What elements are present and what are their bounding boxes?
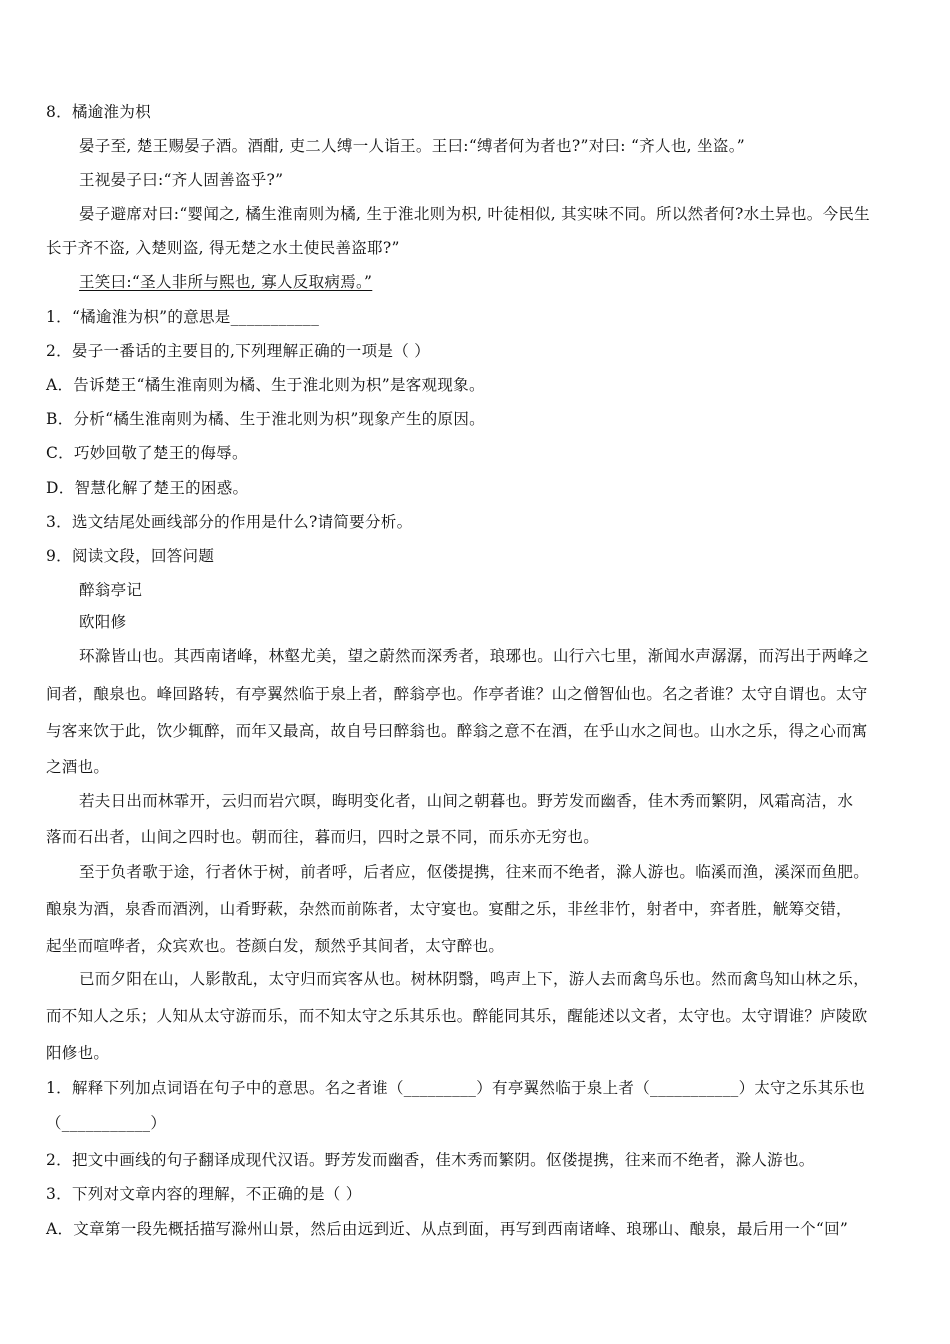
sub-question-3: 3．下列对文章内容的理解，不正确的是（ ） [46,1185,362,1203]
option-c: C．巧妙回敬了楚王的侮辱。 [46,444,248,462]
article-line: 起坐而喧哗者，众宾欢也。苍颜白发，颓然乎其间者，太守醉也。 [46,937,505,955]
article-line: 至于负者歌于途，行者休于树，前者呼，后者应，伛偻提携，往来而不绝者，滁人游也。临溪而渔，溪深而鱼肥。 [79,863,870,881]
option-a: A．告诉楚王“橘生淮南则为橘、生于淮北则为枳”是客观现象。 [46,376,485,394]
article-line: 环滁皆山也。其西南诸峰，林壑尤美，望之蔚然而深秀者，琅琊也。山行六七里，渐闻水声潺潺，而泻出于两峰之 [79,647,870,665]
article-line: 与客来饮于此，饮少辄醉，而年又最高，故自号曰醉翁也。醉翁之意不在酒，在乎山水之间也。山水之乐，得之心而寓 [46,722,868,740]
passage-paragraph: 晏子避席对曰:“婴闻之, 橘生淮南则为橘, 生于淮北则为枳, 叶徒相似, 其实味不同。所以然者何?水土异也。今民生 [79,205,870,223]
article-line: 而不知人之乐；人知从太守游而乐，而不知太守之乐其乐也。醉能同其乐，醒能述以文者，太守也。太守谓谁？庐陵欧 [46,1007,868,1025]
article-title: 醉翁亭记 [79,581,143,599]
article-line: 若夫日出而林霏开，云归而岩穴暝，晦明变化者，山间之朝暮也。野芳发而幽香，佳木秀而繁阴，风霜高洁，水 [79,792,854,810]
article-line: 间者，酿泉也。峰回路转，有亭翼然临于泉上者，醉翁亭也。作亭者谁？山之僧智仙也。名之者谁？太守自谓也。太守 [46,685,868,703]
question-8-heading: 8．橘逾淮为枳 [46,103,151,121]
passage-paragraph: 晏子至, 楚王赐晏子酒。酒酣, 吏二人缚一人诣王。王曰:“缚者何为者也?”对曰: “齐人也, 坐盗。” [79,137,745,155]
underlined-sentence: 王笑曰:“圣人非所与熙也, 寡人反取病焉。” [79,273,373,291]
article-line: 落而石出者，山间之四时也。朝而往，暮而归，四时之景不同，而乐亦无穷也。 [46,828,600,846]
sub-question-3: 3．选文结尾处画线部分的作用是什么?请简要分析。 [46,513,413,531]
passage-paragraph: 王视晏子曰:“齐人固善盗乎?” [79,171,284,189]
sub-question-1-blank: （___________） [46,1114,167,1132]
sub-question-2: 2．把文中画线的句子翻译成现代汉语。野芳发而幽香，佳木秀而繁阴。伛偻提携，往来而不绝者，滁人游也。 [46,1151,815,1169]
article-line: 之酒也。 [46,758,110,776]
article-line: 阳修也。 [46,1044,110,1062]
article-line: 已而夕阳在山，人影散乱，太守归而宾客从也。树林阴翳，鸣声上下，游人去而禽鸟乐也。然而禽鸟知山林之乐， [79,970,870,988]
article-line: 酿泉为酒，泉香而酒洌，山肴野蔌，杂然而前陈者，太守宴也。宴酣之乐，非丝非竹，射者中，弈者胜，觥筹交错， [46,900,852,918]
option-b: B．分析“橘生淮南则为橘、生于淮北则为枳”现象产生的原因。 [46,410,485,428]
article-author: 欧阳修 [79,613,127,631]
option-a: A．文章第一段先概括描写滁州山景，然后由远到近、从点到面，再写到西南诸峰、琅琊山、酿泉，最后用一个“回” [46,1220,849,1238]
sub-question-1: 1．解释下列加点词语在句子中的意思。名之者谁（_________）有亭翼然临于泉上者（___________）太守之乐其乐也 [46,1079,865,1097]
passage-paragraph-cont: 长于齐不盗, 入楚则盗, 得无楚之水土使民善盗耶?” [46,239,400,257]
sub-question-2: 2．晏子一番话的主要目的,下列理解正确的一项是（ ） [46,342,431,360]
option-d: D．智慧化解了楚王的困惑。 [46,479,249,497]
sub-question-1: 1．“橘逾淮为枳”的意思是___________ [46,308,320,326]
question-9-heading: 9．阅读文段，回答问题 [46,547,215,565]
